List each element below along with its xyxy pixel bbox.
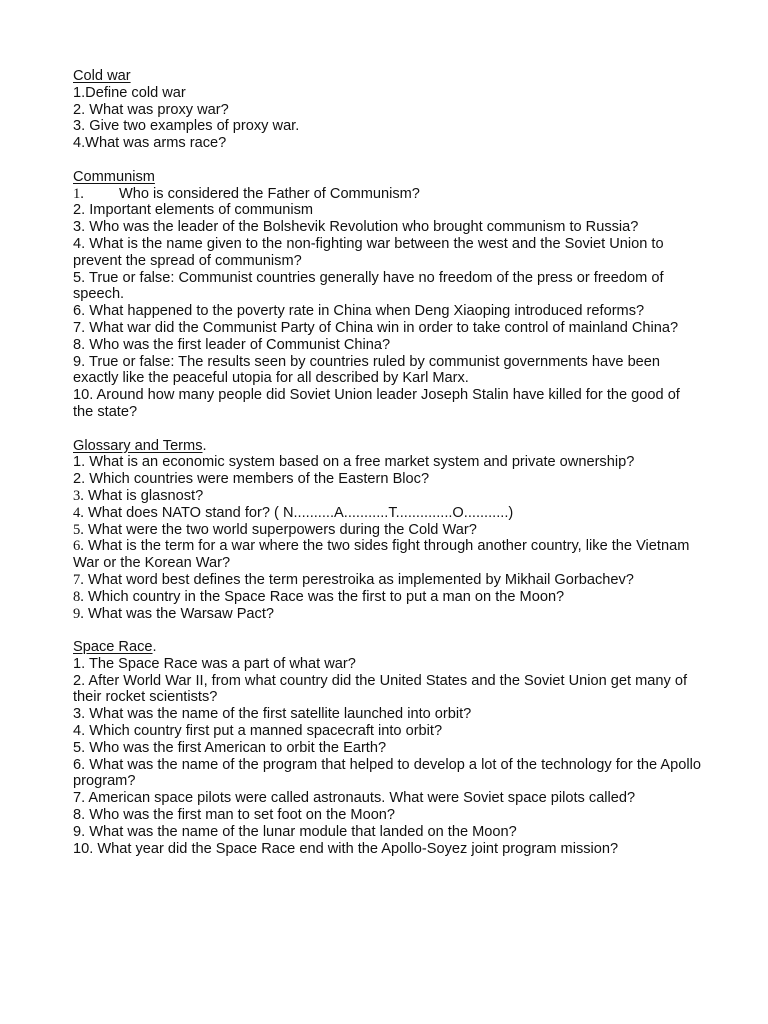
question-number: 9. — [73, 605, 84, 622]
question-item — [73, 219, 703, 236]
question-number: 3. — [73, 118, 86, 135]
question-text: Who was the leader of the Bolshevik Revolution who brought communism to Russia? — [85, 219, 639, 236]
question-item — [73, 841, 703, 858]
question-text: Which countries were members of the Eastern Bloc? — [85, 471, 430, 488]
section-heading-text: Glossary and Terms — [73, 437, 203, 454]
section-space-race — [73, 639, 703, 857]
question-item — [73, 354, 703, 388]
question-text: What was the name of the program that helped to develop a lot of the technology for the Apollo program? — [73, 756, 701, 790]
section-spacer — [73, 421, 703, 438]
question-text: After World War II, from what country did the United States and the Soviet Union get many of their rocket scientists? — [73, 672, 688, 706]
question-item — [73, 656, 703, 673]
question-item — [73, 387, 703, 421]
question-item — [73, 807, 703, 824]
question-text: What is an economic system based on a free market system and private ownership? — [85, 454, 635, 471]
question-text: The Space Race was a part of what war? — [85, 655, 356, 672]
question-text: What year did the Space Race end with the Apollo-Soyez joint program mission? — [93, 840, 619, 857]
question-text: What was proxy war? — [85, 101, 229, 118]
question-number: 2. — [73, 672, 86, 689]
question-item — [73, 538, 703, 572]
question-number: 6. — [73, 538, 84, 555]
section-heading-text: Space Race — [73, 639, 153, 656]
question-item — [73, 706, 703, 723]
section-heading-text: Communism — [73, 168, 155, 185]
question-item — [73, 522, 703, 539]
section-heading — [73, 68, 703, 85]
question-text: What does NATO stand for? ( N..........A...........T..............O...........) — [83, 504, 514, 521]
question-item — [73, 85, 703, 102]
question-number: 5. — [73, 739, 86, 756]
question-number: 2. — [73, 471, 86, 488]
question-item — [73, 757, 703, 791]
question-item — [73, 673, 703, 707]
question-item — [73, 488, 703, 505]
question-number: 4. — [73, 135, 86, 152]
question-number: 10. — [73, 387, 94, 404]
question-item — [73, 135, 703, 152]
question-text: American space pilots were called astronauts. What were Soviet space pilots called? — [85, 790, 636, 807]
question-number: 1. — [73, 454, 86, 471]
question-number: 1. — [73, 655, 86, 672]
question-item — [73, 303, 703, 320]
question-item — [73, 337, 703, 354]
section-heading — [73, 169, 703, 186]
question-number: 8. — [73, 807, 86, 824]
section-heading — [73, 639, 703, 656]
question-item — [73, 606, 703, 623]
question-number: 6. — [73, 756, 86, 773]
question-text: Define cold war — [85, 84, 186, 101]
question-text: What war did the Communist Party of China win in order to take control of mainland China? — [85, 319, 679, 336]
question-text: What is the term for a war where the two sides fight through another country, like the Vietnam War or the Korean War? — [73, 538, 690, 572]
section-cold-war — [73, 68, 703, 152]
question-number: 3. — [73, 487, 84, 504]
section-spacer — [73, 622, 703, 639]
question-text: What was arms race? — [85, 135, 227, 152]
question-number: 6. — [73, 303, 86, 320]
question-item — [73, 471, 703, 488]
question-item — [73, 270, 703, 304]
question-text: Give two examples of proxy war. — [85, 118, 300, 135]
question-text: What word best defines the term perestroika as implemented by Mikhail Gorbachev? — [83, 571, 634, 588]
question-text: True or false: Communist countries generally have no freedom of the press or freedom of speech. — [73, 269, 664, 303]
question-number: 7. — [73, 319, 86, 336]
question-number: 8. — [73, 336, 86, 353]
question-text: Around how many people did Soviet Union leader Joseph Stalin have killed for the good of the state? — [73, 387, 680, 420]
question-item — [73, 202, 703, 219]
question-text: What was the name of the lunar module that landed on the Moon? — [85, 823, 517, 840]
question-item — [73, 790, 703, 807]
question-number: 9. — [73, 353, 86, 370]
question-number: 10. — [73, 840, 94, 857]
section-heading-text: Cold war — [73, 68, 131, 84]
question-number: 5. — [73, 521, 84, 538]
question-text: Who was the first leader of Communist China? — [85, 336, 391, 353]
question-text: Which country in the Space Race was the first to put a man on the Moon? — [83, 588, 565, 605]
document-page — [73, 68, 703, 857]
question-text: What happened to the poverty rate in China when Deng Xiaoping introduced reforms? — [85, 303, 645, 320]
section-heading — [73, 438, 703, 455]
question-item — [73, 118, 703, 135]
question-number: 1. — [73, 84, 86, 101]
question-item — [73, 102, 703, 119]
question-text: What was the name of the first satellite launched into orbit? — [85, 706, 472, 723]
question-number: 3. — [73, 706, 86, 723]
question-item — [73, 505, 703, 522]
question-item — [73, 824, 703, 841]
section-heading-suffix: . — [202, 437, 207, 454]
question-number: 4. — [73, 723, 86, 740]
question-number: 7. — [73, 571, 84, 588]
section-heading-suffix: . — [152, 639, 157, 656]
question-item — [73, 320, 703, 337]
question-text: Who was the first American to orbit the Earth? — [85, 739, 387, 756]
question-number: 1. — [73, 185, 84, 202]
question-number: 9. — [73, 823, 86, 840]
question-item — [73, 454, 703, 471]
question-item — [73, 723, 703, 740]
section-communism — [73, 169, 703, 421]
question-item — [73, 186, 703, 203]
question-text: What was the Warsaw Pact? — [83, 605, 275, 622]
question-item — [73, 589, 703, 606]
question-number: 5. — [73, 269, 86, 286]
question-text: Important elements of communism — [85, 202, 314, 219]
question-number: 7. — [73, 790, 86, 807]
question-text: Which country first put a manned spacecraft into orbit? — [85, 723, 443, 740]
question-item — [73, 740, 703, 757]
section-glossary-and-terms — [73, 438, 703, 623]
question-item — [73, 572, 703, 589]
question-number: 4. — [73, 504, 84, 521]
section-spacer — [73, 152, 703, 169]
question-text: True or false: The results seen by countries ruled by communist governments have been exactly like the peaceful utopia for all described by Karl Marx. — [73, 353, 661, 387]
question-number: 4. — [73, 235, 86, 252]
question-text: What were the two world superpowers during the Cold War? — [83, 521, 477, 538]
question-number: 2. — [73, 101, 86, 118]
question-number: 3. — [73, 219, 86, 236]
question-number: 8. — [73, 588, 84, 605]
question-text: Who was the first man to set foot on the Moon? — [85, 807, 396, 824]
question-text: What is the name given to the non-fighting war between the west and the Soviet Union to prevent the spread of communism? — [73, 235, 664, 269]
question-item — [73, 236, 703, 270]
question-number: 2. — [73, 202, 86, 219]
question-text: Who is considered the Father of Communism? — [119, 185, 420, 202]
question-text: What is glasnost? — [83, 487, 204, 504]
